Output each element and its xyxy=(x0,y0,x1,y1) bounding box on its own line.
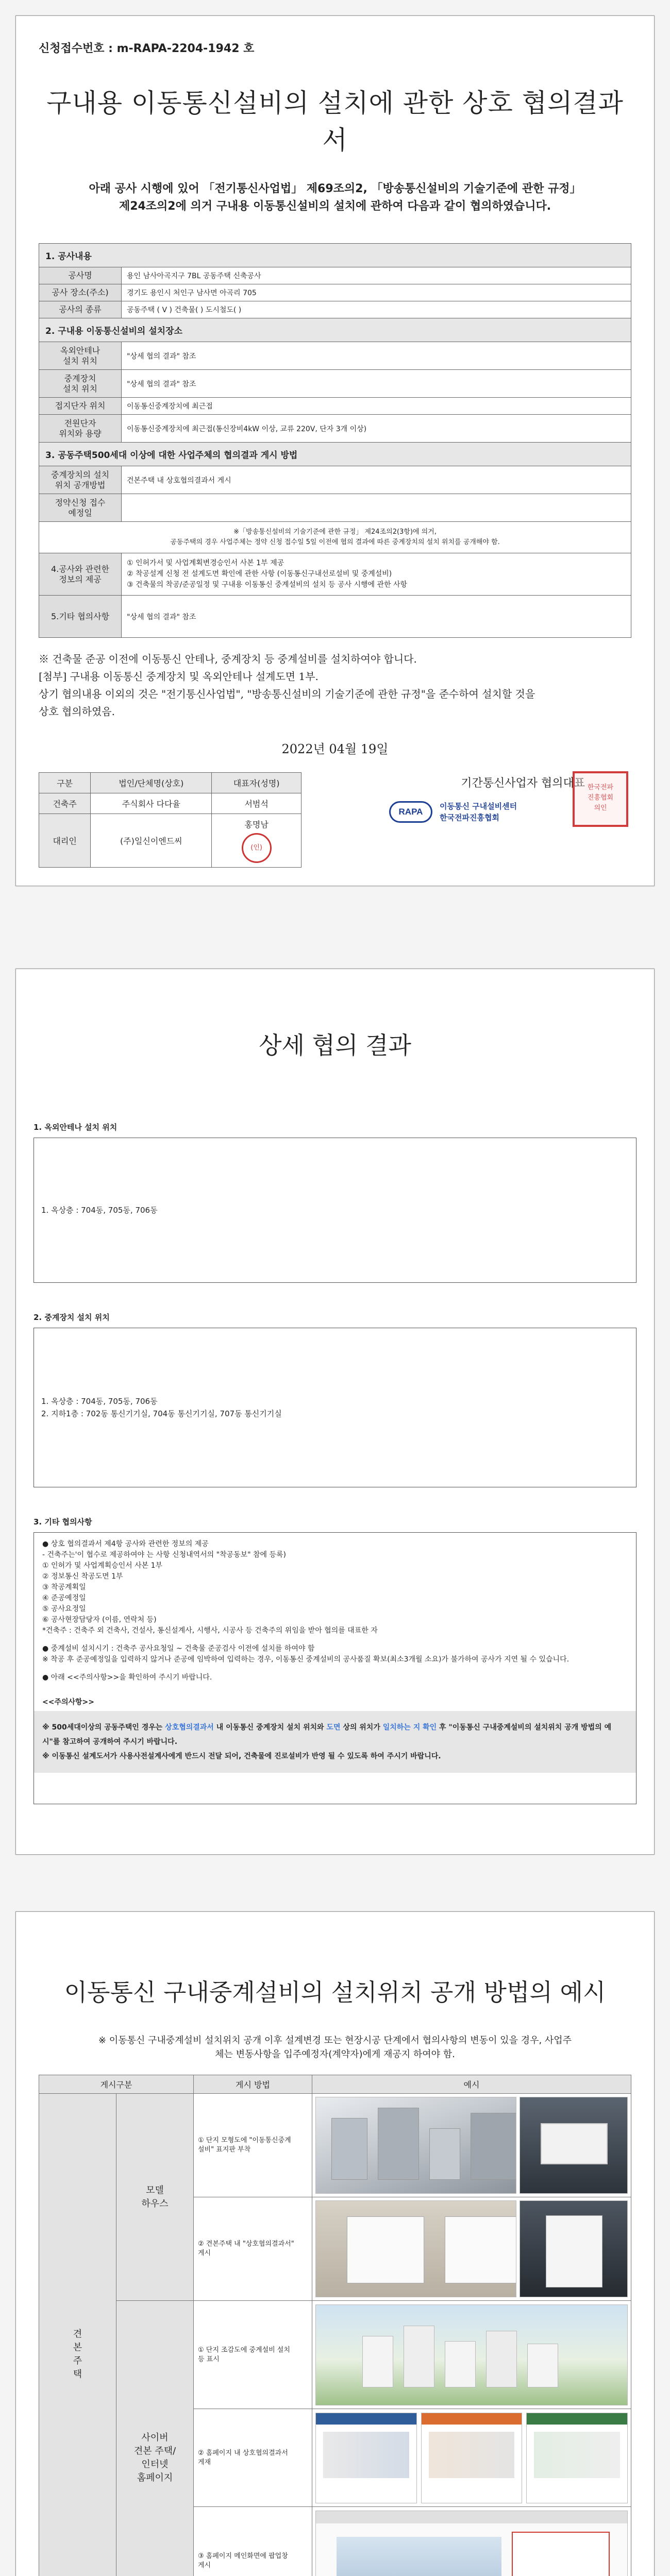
note-line: [첨부] 구내용 이동통신 중계장치 및 옥외안테나 설계도면 1부. xyxy=(39,670,319,683)
col-header: 예시 xyxy=(312,2075,631,2094)
col-header: 게시 방법 xyxy=(194,2075,312,2094)
agreement-line: ● 상호 협의결과서 제4항 공사와 관련한 정보의 제공 xyxy=(42,1540,209,1548)
section-heading: 3. 기타 협의사항 xyxy=(34,1517,92,1527)
red-stamp-icon: (인) xyxy=(242,833,272,863)
notice-board-photo-image xyxy=(520,2200,628,2297)
disclosure-example-page xyxy=(15,1911,655,2576)
agreement-line: ● 아래 <<주의사항>>을 확인하여 주시기 바랍니다. xyxy=(42,1673,212,1682)
notes-block xyxy=(39,650,631,720)
row-label: 접지단자 위치 xyxy=(39,398,122,415)
row-label: 정약신청 접수 예정일 xyxy=(39,494,122,522)
example-photo-cell xyxy=(312,2301,631,2409)
note-line: 상호 협의하였음. xyxy=(39,705,115,718)
spacer xyxy=(34,1773,636,1804)
note-line: 상기 협의내용 이외의 것은 "전기통신사업법", "방송통신설비의 기술기준에 관한 규정"을 준수하여 설치할 것을 xyxy=(39,688,535,700)
caution-text: 후 "이동통신 구내중계설비의 설치위치 공개 방법의 예시"를 참고하여 공개하여 주시기 바랍니다. xyxy=(42,1723,612,1746)
document-title: 구내용 이동통신설비의 설치에 관한 상호 협의결과서 xyxy=(46,88,624,155)
sign-cell xyxy=(212,814,301,868)
row-label: 4.공사와 관련한 정보의 제공 xyxy=(39,553,122,596)
row-value: "상세 협의 결과" 참조 xyxy=(122,342,631,370)
col-header: 게시구분 xyxy=(39,2075,194,2094)
antenna-location-box xyxy=(34,1138,636,1283)
row-value: 이동통신중계장치에 최근접(통신장비4kW 이상, 교류 220V, 단자 3개 이상) xyxy=(122,415,631,443)
info-line: ③ 건축물의 착공/준공일정 및 구내용 이동통신 중계설비의 설치 등 공사 시행에 관한 사항 xyxy=(127,581,408,589)
caution-highlight: 도면 xyxy=(326,1723,341,1732)
repeater-location-line: 1. 옥상층 : 704동, 705동, 706동 xyxy=(41,1397,158,1406)
detail-results-page xyxy=(15,969,655,1855)
agreement-line: ③ 착공계획일 xyxy=(42,1583,86,1591)
caution-text: 내 이동통신 중계장치 설치 위치와 xyxy=(213,1723,327,1732)
sign-header: 대표자(성명) xyxy=(212,773,301,793)
caution-box xyxy=(34,1711,636,1773)
category-website: 사이버 견본 주택/ 인터넷 홈페이지 xyxy=(116,2301,194,2576)
sign-cell: 서범석 xyxy=(212,793,301,814)
notice-board-photo-image xyxy=(315,2200,516,2297)
caution-line xyxy=(42,1720,628,1749)
model-photo-image xyxy=(520,2097,628,2194)
row-value: 건본주택 내 상호협의결과서 게시 xyxy=(122,466,631,494)
popup-screenshot-image xyxy=(315,2511,628,2576)
sign-header: 법인/단체명(상호) xyxy=(91,773,212,793)
row-label: 중계장치의 설치 위치 공개방법 xyxy=(39,466,122,494)
signature-area xyxy=(39,772,631,906)
row-value xyxy=(122,553,631,596)
method-text: ② 홈페이지 내 상호협의결과서 게재 xyxy=(194,2409,312,2507)
row-label: 공사명 xyxy=(39,267,122,284)
row-label: 전원단자 위치와 용량 xyxy=(39,415,122,443)
note-line: 공동주택의 경우 사업주체는 정약 신청 접수일 5일 이전에 협의 결과에 따른 중계장치의 설치 위치를 공개해야 함. xyxy=(170,538,500,546)
model-photo-image xyxy=(315,2097,516,2194)
sign-cell: 건축주 xyxy=(39,793,91,814)
sign-header: 구분 xyxy=(39,773,91,793)
official-seal-icon: 한국전파 진흥협회 의인 xyxy=(573,771,628,827)
row-value: 이동통신중계장치에 최근접 xyxy=(122,398,631,415)
rapa-name xyxy=(440,801,517,823)
info-line: ① 인허가서 및 사업계획변경승인서 사본 1부 제공 xyxy=(127,559,284,567)
website-screenshot-image xyxy=(526,2413,628,2503)
sign-cell: 주식회사 다다율 xyxy=(91,793,212,814)
note-line: ※「방송통신설비의 기술기준에 관한 규정」 제24조의2(3항)에 의거, xyxy=(233,528,437,536)
caution-text: ※ 500세대이상의 공동주택인 경우는 xyxy=(42,1723,165,1732)
org-title: 기간통신사업자 협의대표 xyxy=(461,777,585,790)
org-name-line: 한국전파진흥협회 xyxy=(440,813,499,822)
agreement-line: ⑥ 공사현장담당자 (이름, 연락처 등) xyxy=(42,1616,157,1624)
method-text: ② 견본주택 내 "상호협의결과서" 게시 xyxy=(194,2197,312,2301)
other-agreement-text xyxy=(34,1533,636,1686)
caution-highlight: 일치하는 지 확인 xyxy=(382,1723,437,1732)
row-value: 공동주택 ( V ) 건축물( ) 도시철도( ) xyxy=(122,301,631,318)
intro-line: 아래 공사 시행에 있어 「전기통신사업법」 제69조의2, 「방송통신설비의 기술기준에 관한 규정」 xyxy=(89,182,581,195)
row-label: 5.기타 협의사항 xyxy=(39,596,122,638)
row-value xyxy=(122,494,631,522)
section-heading: 1. 공사내용 xyxy=(39,244,631,267)
row-label: 공사 장소(주소) xyxy=(39,284,122,301)
row-label: 공사의 종류 xyxy=(39,301,122,318)
method-text: ① 단지 모형도에 "이동통신중계 설비" 표지판 부착 xyxy=(194,2094,312,2197)
row-label: 옥외안테나 설치 위치 xyxy=(39,342,122,370)
example-intro xyxy=(39,2033,631,2061)
rapa-logo-icon: RAPA xyxy=(389,801,432,823)
agreement-line: ⑤ 공사요정일 xyxy=(42,1605,86,1613)
caution-text: 상의 위치가 xyxy=(340,1723,383,1732)
category-main: 견 본 주 택 xyxy=(39,2094,116,2576)
intro-paragraph xyxy=(39,180,631,215)
section-heading: 1. 옥외안테나 설치 위치 xyxy=(34,1123,118,1132)
registration-number: 신청접수번호 : m-RAPA-2204-1942 호 xyxy=(39,42,255,55)
agreement-date: 2022년 04월 19일 xyxy=(281,742,389,756)
website-screenshot-image xyxy=(315,2413,417,2503)
category-model-house: 모델 하우스 xyxy=(116,2094,194,2301)
section-heading: 2. 중계장치 설치 위치 xyxy=(34,1313,110,1322)
caution-highlight: 상호협의결과서 xyxy=(165,1723,214,1732)
section-heading: 2. 구내용 이동통신설비의 설치장소 xyxy=(39,318,631,342)
method-text: ① 단지 조감도에 중계설비 설치 등 표시 xyxy=(194,2301,312,2409)
method-text: ③ 홈페이지 메인화면에 팝업창 게시 xyxy=(194,2507,312,2576)
intro-line: ※ 이동통신 구내중계설비 설치위치 공개 이후 설계변경 또는 현장시공 단계에서 협의사항의 변동이 있을 경우, 사업주 xyxy=(98,2035,572,2046)
antenna-location-text: 1. 옥상층 : 704동, 705동, 706동 xyxy=(41,1206,158,1215)
caution-title: <<주의사항>> xyxy=(42,1698,95,1706)
agreement-line: ④ 준공예정일 xyxy=(42,1594,86,1602)
agreement-line: *건축주 : 건축주 외 건축사, 건설사, 통신설계사, 시행사, 시공사 등 건축주의 위임을 받아 협의를 대표한 자 xyxy=(42,1626,378,1635)
intro-line: 체는 변동사항을 입주예정자(계약자)에게 재공지 하여야 함. xyxy=(215,2049,455,2060)
website-screenshot-image xyxy=(421,2413,523,2503)
spacer xyxy=(42,1665,628,1672)
caution-line: ※ 이동통신 설계도서가 사용사전설계사에게 반드시 전달 되어, 건축물에 진로설비가 반영 될 수 있도록 하여 주시기 바랍니다. xyxy=(42,1752,441,1760)
row-value: 경기도 용인시 처인구 남사면 아곡리 705 xyxy=(122,284,631,301)
spacer xyxy=(42,1636,628,1643)
example-photo-cell xyxy=(312,2409,631,2507)
repeater-location-line: 2. 지하1층 : 702동 통신기기실, 704동 통신기기실, 707동 통신기기실 xyxy=(41,1409,282,1418)
agreement-line: ※ 착공 후 준공예정일을 입력하지 않거나 준공에 임박하여 입력하는 경우, 이동통신 중계설비의 공사품질 확보(최소3개월 소요)가 불가하여 공사가 지연 될 수 있습니다. xyxy=(42,1655,569,1664)
sign-cell: (주)일신이엔드씨 xyxy=(91,814,212,868)
detail-title: 상세 협의 결과 xyxy=(259,1031,411,1059)
intro-line: 제24조의2에 의거 구내용 이동통신설비의 설치에 관하여 다음과 같이 협의하였습니다. xyxy=(119,200,551,213)
example-photo-cell xyxy=(312,2507,631,2576)
representative-name: 홍명남 xyxy=(244,820,269,829)
row-value: "상세 협의 결과" 참조 xyxy=(122,596,631,638)
other-agreement-box xyxy=(34,1532,636,1804)
carrier-representative xyxy=(389,774,636,823)
sign-cell: 대리인 xyxy=(39,814,91,868)
note-line: ※ 건축물 준공 이전에 이동통신 안테나, 중계장치 등 중계설비를 설치하여야 합니다. xyxy=(39,653,417,665)
repeater-location-box xyxy=(34,1328,636,1487)
row-value: "상세 협의 결과" 참조 xyxy=(122,370,631,398)
agreement-line: ● 중계설비 설치시기 : 건축주 공사요청일 ~ 건축물 준공검사 이전에 설치를 하여야 함 xyxy=(42,1645,315,1653)
agreement-line: ② 정보통신 착공도면 1부 xyxy=(42,1572,123,1581)
table-note xyxy=(39,522,631,553)
org-name-line: 이동통신 구내설비센터 xyxy=(440,802,517,811)
example-title: 이동통신 구내중계설비의 설치위치 공개 방법의 예시 xyxy=(64,1978,606,2006)
agreement-page xyxy=(15,15,655,886)
section-heading: 3. 공동주택500세대 이상에 대한 사업주체의 협의결과 게시 방법 xyxy=(39,443,631,466)
agreement-line: - 건축주는'이 협수로 제공하여야 는 사항 신청내역서의 "착공동보" 참에 등록) xyxy=(42,1551,287,1559)
info-line: ② 착공설계 신청 전 설계도면 확인에 관한 사항 (이동통신구내선로설비 및 중계설비) xyxy=(127,570,392,578)
example-photo-cell xyxy=(312,2197,631,2301)
agreement-line: ① 인허가 및 사업계획승인서 사본 1부 xyxy=(42,1562,163,1570)
signature-table xyxy=(39,772,301,868)
site-rendering-image xyxy=(315,2304,628,2405)
agreement-table xyxy=(39,243,631,638)
row-value: 용인 남사아곡지구 7BL 공동주택 신축공사 xyxy=(122,267,631,284)
row-label: 중계장치 설치 위치 xyxy=(39,370,122,398)
example-table xyxy=(39,2075,631,2576)
example-photo-cell xyxy=(312,2094,631,2197)
